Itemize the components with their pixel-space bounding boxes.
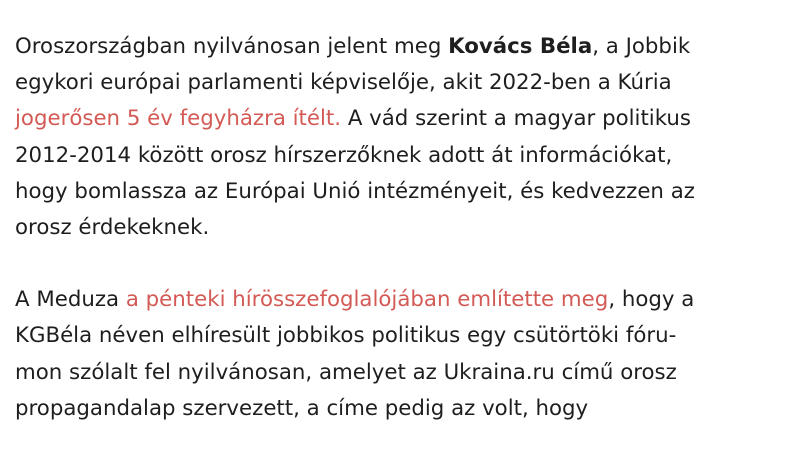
article-body (15, 29, 787, 427)
text-run: A vád szerint a magyar politikus (341, 106, 691, 132)
paragraph-line: orosz érdekeknek. (15, 215, 210, 241)
person-name-bold: Kovács Béla (448, 34, 593, 59)
paragraph-line (15, 101, 787, 137)
paragraph-line: 2012-2014 között orosz hírszerzőknek adott át információkat, (15, 142, 673, 168)
paragraph-line (15, 29, 787, 65)
text-run: A Meduza (15, 287, 126, 313)
verdict-article-link[interactable]: jogerősen 5 év fegyházra ítélt. (15, 106, 342, 132)
article-paragraph (15, 29, 787, 246)
text-run: Oroszországban nyilvánosan jelent meg (15, 34, 449, 59)
paragraph-line: hogy bomlassza az Európai Unió intézményeit, és kedvezzen az (15, 178, 695, 204)
paragraph-line: mon szólalt fel nyilvánosan, amelyet az Ukraina.ru című orosz (15, 359, 677, 385)
paragraph-line (15, 282, 787, 318)
text-run: , a Jobbik (592, 34, 691, 59)
paragraph-line: egykori európai parlamenti képviselője, akit 2022-ben a Kúria (15, 70, 672, 96)
paragraph-line: KGBéla néven elhíresült jobbikos politikus egy csütörtöki fóru- (15, 323, 677, 349)
paragraph-line: propagandalap szervezett, a címe pedig az volt, hogy (15, 395, 589, 421)
text-run: , hogy a (608, 287, 695, 313)
article-paragraph (15, 282, 787, 427)
meduza-summary-link[interactable]: a pénteki hírösszefoglalójában említette meg (125, 287, 609, 313)
